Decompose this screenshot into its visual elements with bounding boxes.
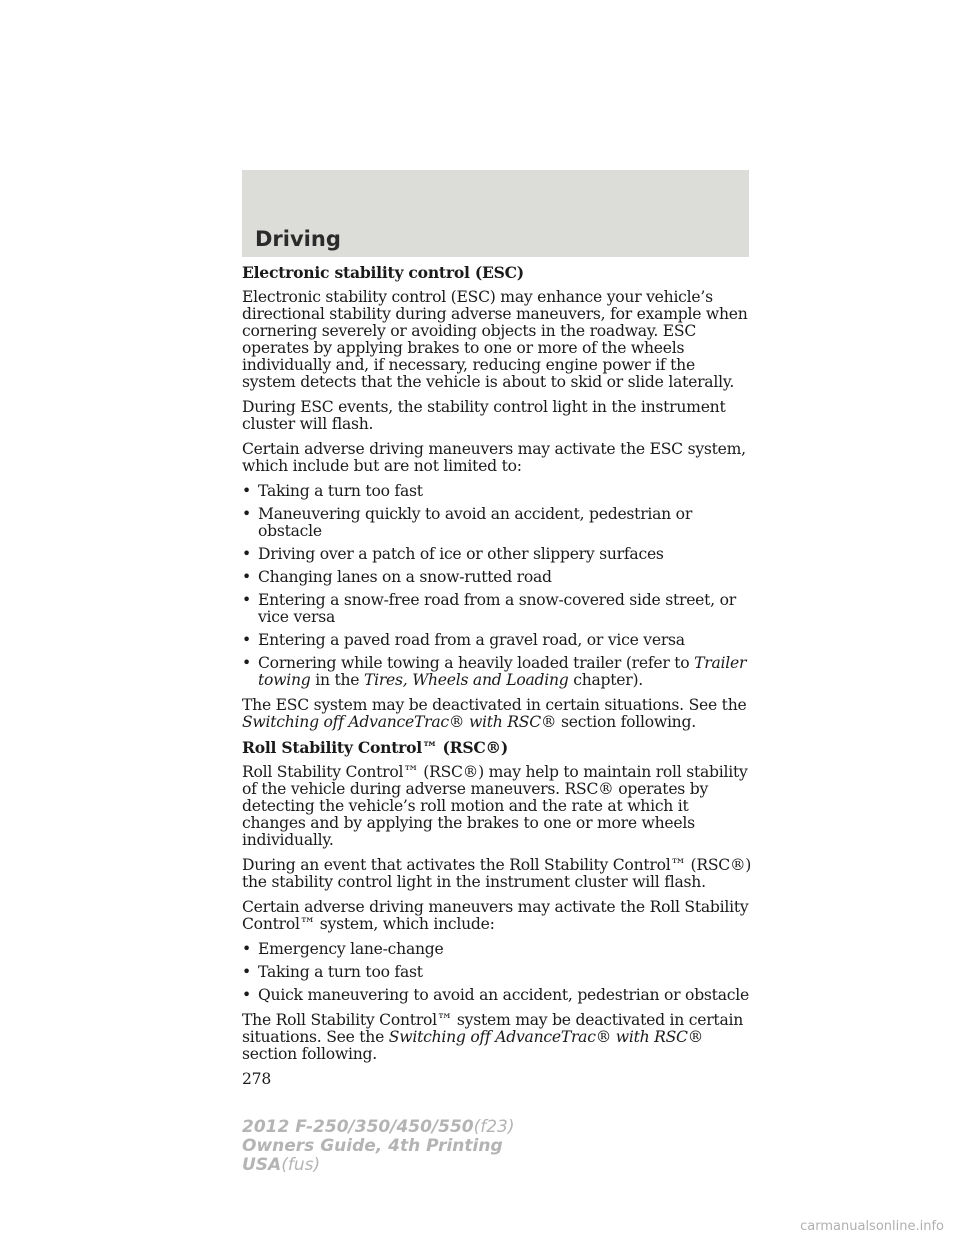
esc-paragraph-2: During ESC events, the stability control light in the instrument cluster will flash. xyxy=(242,398,726,433)
esc-heading: Electronic stability control (ESC) xyxy=(242,263,524,282)
section-reference: Switching off AdvanceTrac® with RSC® xyxy=(242,713,557,731)
page-content xyxy=(242,264,752,1088)
section-reference: Switching off AdvanceTrac® with RSC® xyxy=(388,1028,704,1046)
rsc-paragraph-3: Certain adverse driving maneuvers may activate the Roll Stability Control™ system, which include: xyxy=(242,898,749,933)
chapter-reference: Tires, Wheels and Loading xyxy=(363,671,569,689)
list-item: • Driving over a patch of ice or other slippery surfaces xyxy=(242,545,664,563)
esc-paragraph-1: Electronic stability control (ESC) may enhance your vehicle’s directional stability during adverse maneuvers, for example when cornering severely or avoiding objects in the roadway. ESC operates by applying brakes to one or more of the wheels individually and, if necessary, reducing engine power if the system detects that the vehicle is about to skid or slide laterally. xyxy=(242,288,748,391)
esc-bullet-list xyxy=(242,483,752,689)
footer-market-code: (fus) xyxy=(281,1155,321,1175)
list-item: • Cornering while towing a heavily loaded trailer (refer to Trailer towing in the Tires, Wheels and Loading chapter). xyxy=(242,654,747,689)
bullet-icon: • xyxy=(242,631,251,649)
list-item: • Entering a paved road from a gravel road, or vice versa xyxy=(242,631,685,649)
bullet-icon: • xyxy=(242,963,251,981)
list-item: • Quick maneuvering to avoid an accident, pedestrian or obstacle xyxy=(242,986,749,1004)
esc-paragraph-4: The ESC system may be deactivated in certain situations. See the Switching off AdvanceTrac® with RSC® section following. xyxy=(242,696,747,731)
rsc-paragraph-1: Roll Stability Control™ (RSC®) may help to maintain roll stability of the vehicle during adverse maneuvers. RSC® operates by detecting the vehicle’s roll motion and the rate at which it changes and by applying the brakes to one or more wheels individually. xyxy=(242,763,748,849)
bullet-icon: • xyxy=(242,940,251,958)
bullet-icon: • xyxy=(242,654,251,672)
footer-model: 2012 F-250/350/450/550 xyxy=(242,1117,474,1137)
footer-market: USA xyxy=(242,1155,282,1175)
section-title: Driving xyxy=(255,227,341,251)
page-number: 278 xyxy=(242,1070,272,1088)
watermark: carmanualsonline.info xyxy=(800,1219,944,1234)
footer-edition: Owners Guide, 4th Printing xyxy=(242,1136,503,1156)
rsc-paragraph-4: The Roll Stability Control™ system may be deactivated in certain situations. See the Switching off AdvanceTrac® with RSC® section following. xyxy=(242,1011,744,1063)
bullet-icon: • xyxy=(242,986,251,1004)
list-item: • Changing lanes on a snow-rutted road xyxy=(242,568,552,586)
list-item: • Entering a snow-free road from a snow-covered side street, or vice versa xyxy=(242,591,736,626)
footer-model-code: (f23) xyxy=(473,1117,515,1137)
bullet-icon: • xyxy=(242,591,251,609)
rsc-heading: Roll Stability Control™ (RSC®) xyxy=(242,738,508,757)
document-footer xyxy=(242,1118,515,1175)
bullet-icon: • xyxy=(242,568,251,586)
list-item: • Maneuvering quickly to avoid an accident, pedestrian or obstacle xyxy=(242,505,693,540)
list-item: • Taking a turn too fast xyxy=(242,963,423,981)
bullet-icon: • xyxy=(242,505,251,523)
rsc-paragraph-2: During an event that activates the Roll Stability Control™ (RSC®) the stability control light in the instrument cluster will flash. xyxy=(242,856,752,891)
bullet-icon: • xyxy=(242,545,251,563)
bullet-icon: • xyxy=(242,482,251,500)
section-header-band xyxy=(242,170,749,257)
rsc-bullet-list xyxy=(242,941,752,1004)
esc-paragraph-3: Certain adverse driving maneuvers may activate the ESC system, which include but are not limited to: xyxy=(242,440,746,475)
trailer-towing-reference: Trailer towing xyxy=(258,654,747,689)
list-item: • Taking a turn too fast xyxy=(242,482,423,500)
list-item: • Emergency lane-change xyxy=(242,940,444,958)
